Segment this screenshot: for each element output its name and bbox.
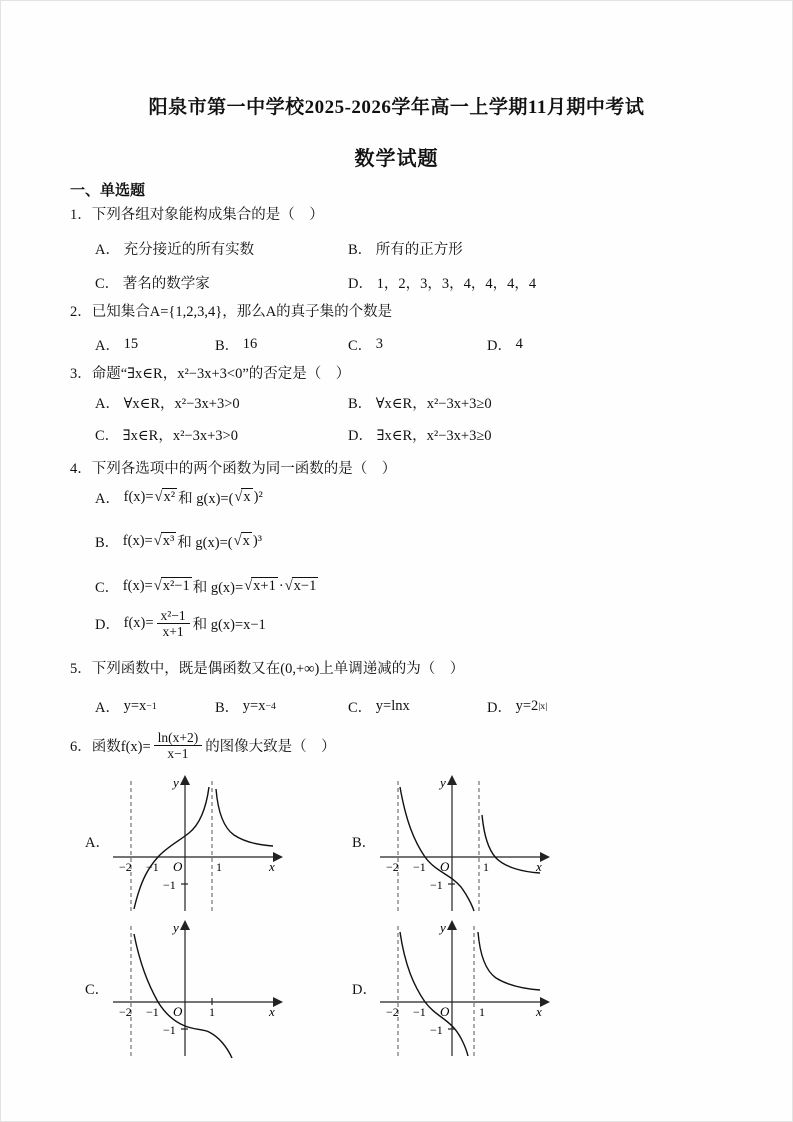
y-axis-arrow-icon <box>447 775 457 785</box>
curve-right-branch <box>216 789 273 846</box>
q5-option-d: D． y=2 |x| <box>487 698 548 716</box>
graph-c-figure <box>107 918 285 1060</box>
q4-option-b: B． f(x)= √x³ 和 g(x)=( √x )³ <box>95 533 262 551</box>
graph-a-letter: A． <box>85 835 110 851</box>
tick-y-neg1: −1 <box>430 878 443 892</box>
q4-option-b-row <box>0 531 793 551</box>
q4-option-c-math: f(x)= √x²−1 和 g(x)= √x+1 · √x−1 <box>122 578 317 596</box>
origin-label: O <box>173 1004 183 1019</box>
question-5-options-row <box>0 696 793 716</box>
q4-option-d-row <box>0 608 793 650</box>
x-axis-label: x <box>536 859 542 874</box>
question-3-options-row-1 <box>0 392 793 412</box>
q5-option-c: C． y=lnx <box>348 698 410 716</box>
tick-neg1: −1 <box>413 1005 426 1019</box>
question-4-stem: 4．下列各选项中的两个函数为同一函数的是（ ） <box>70 461 397 477</box>
y-axis-arrow-icon <box>180 775 190 785</box>
tick-y-neg1: −1 <box>163 1023 176 1037</box>
y-axis-arrow-icon <box>447 920 457 930</box>
graph-a-figure <box>107 773 285 915</box>
curve-right-branch <box>482 815 540 873</box>
y-axis-label: y <box>173 920 179 935</box>
x-axis-label: x <box>269 1004 275 1019</box>
q5-option-a: A． y=x −1 <box>95 698 157 716</box>
tick-1: 1 <box>216 860 222 874</box>
q3-option-b: B． ∀x∈R，x²−3x+3≥0 <box>348 396 492 412</box>
y-axis-label: y <box>440 920 446 935</box>
q1-option-a: A． 充分接近的所有实数 <box>95 242 255 258</box>
tick-neg2: −2 <box>386 1005 399 1019</box>
q1-option-d: D． 1，2，3，3，4，4，4，4 <box>348 276 537 292</box>
q4-option-a: A． f(x)= √x² 和 g(x)=( √x )² <box>95 489 263 507</box>
q4-option-a-math: f(x)= √x² 和 g(x)=( √x )² <box>123 489 263 507</box>
q3-option-a: A． ∀x∈R，x²−3x+3>0 <box>95 396 240 412</box>
tick-y-neg1: −1 <box>430 1023 443 1037</box>
exam-title: 阳泉市第一中学校2025-2026学年高一上学期11月期中考试 <box>148 97 645 118</box>
q4-option-d: D． f(x)= $\frac{\text{x²−1}}{x+1}$ 和 g(x)=x−1 <box>95 608 266 640</box>
q1-option-b: B． 所有的正方形 <box>348 242 463 258</box>
q4-option-c-row <box>0 576 793 596</box>
tick-neg2: −2 <box>386 860 399 874</box>
section-heading: 一、单选题 <box>70 183 146 199</box>
tick-neg1: −1 <box>146 860 159 874</box>
graph-b-figure <box>374 773 552 915</box>
q2-option-a: A． 15 <box>95 336 139 354</box>
q3-option-d: D． ∃x∈R，x²−3x+3≥0 <box>348 428 492 444</box>
q5-option-b: B． y=x −4 <box>215 698 276 716</box>
y-axis-arrow-icon <box>180 920 190 930</box>
x-axis-label: x <box>536 1004 542 1019</box>
y-axis-label: y <box>173 775 179 790</box>
tick-neg1: −1 <box>146 1005 159 1019</box>
tick-1: 1 <box>483 860 489 874</box>
graph-d-letter: D． <box>352 982 377 998</box>
question-2-options-row <box>0 334 793 354</box>
question-2-stem: 2．已知集合A={1,2,3,4}，那么A的真子集的个数是 <box>70 304 393 320</box>
q4-option-d-math: f(x)= $\frac{\text{x²−1}}{x+1}$ 和 g(x)=x−1 <box>123 608 266 640</box>
curve-middle-branch <box>400 787 474 911</box>
tick-1: 1 <box>209 1005 215 1019</box>
question-3-options-row-2 <box>0 424 793 444</box>
tick-y-neg1: −1 <box>163 878 176 892</box>
q2-option-b: B． 16 <box>215 336 258 354</box>
curve-decreasing <box>134 934 232 1058</box>
q4-option-a-row <box>0 487 793 507</box>
question-1-stem: 1．下列各组对象能构成集合的是（ ） <box>70 207 324 223</box>
x-axis-label: x <box>269 859 275 874</box>
origin-label: O <box>173 859 183 874</box>
curve-right-branch <box>478 932 540 990</box>
q2-option-c: C． 3 <box>348 336 384 354</box>
q4-option-c: C． f(x)= √x²−1 和 g(x)= √x+1 · √x−1 <box>95 576 319 597</box>
q3-option-c: C． ∃x∈R，x²−3x+3>0 <box>95 428 238 444</box>
exam-subtitle: 数学试题 <box>354 148 439 170</box>
origin-label: O <box>440 859 450 874</box>
q2-option-d: D． 4 <box>487 336 523 354</box>
curve-middle-branch <box>400 932 468 1056</box>
tick-neg2: −2 <box>119 1005 132 1019</box>
question-6-stem: 6．函数f(x)= $\frac{\ln(x+2)}{x-1}$ 的图像大致是（ ） <box>70 730 336 762</box>
graph-d-figure <box>374 918 552 1060</box>
question-1-options-row-1 <box>0 238 793 258</box>
question-1-options-row-2 <box>0 272 793 292</box>
q4-option-b-math: f(x)= √x³ 和 g(x)=( √x )³ <box>122 533 262 551</box>
tick-neg2: −2 <box>119 860 132 874</box>
graph-b-letter: B． <box>352 835 377 851</box>
tick-1: 1 <box>479 1005 485 1019</box>
y-axis-label: y <box>440 775 446 790</box>
graph-c-letter: C． <box>85 982 110 998</box>
origin-label: O <box>440 1004 450 1019</box>
q1-option-c: C． 著名的数学家 <box>95 276 210 292</box>
tick-neg1: −1 <box>413 860 426 874</box>
question-5-stem: 5．下列函数中，既是偶函数又在(0,+∞)上单调递减的为（ ） <box>70 661 465 677</box>
question-3-stem: 3．命题“∃x∈R，x²−3x+3<0”的否定是（ ） <box>70 366 351 382</box>
